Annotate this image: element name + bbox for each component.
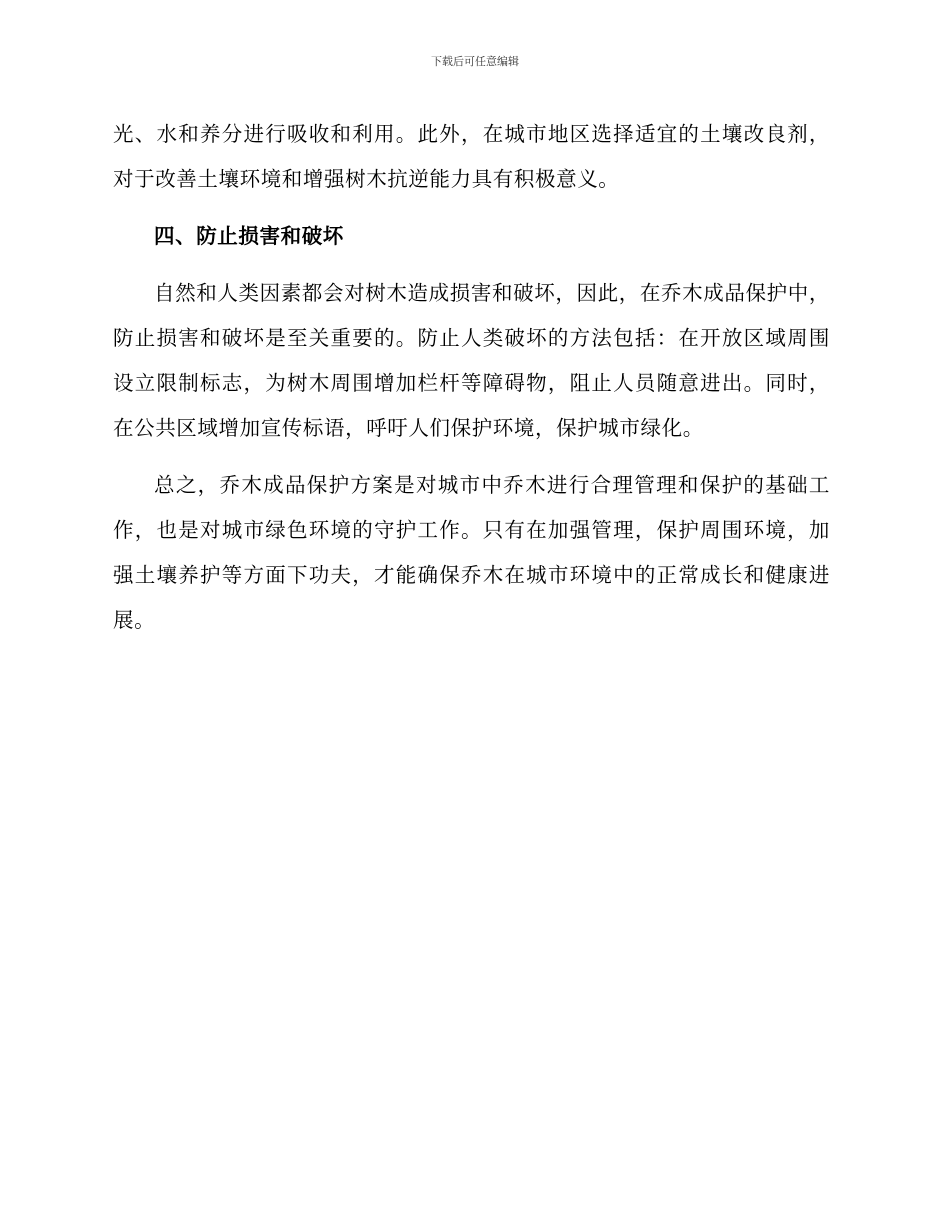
paragraph-conclusion: 总之，乔木成品保护方案是对城市中乔木进行合理管理和保护的基础工作，也是对城市绿色环境的守护工作。只有在加强管理，保护周围环境，加强土壤养护等方面下功夫，才能确保乔木在城市环境中的正常成长和健康进展。 — [113, 473, 830, 632]
document-body — [113, 112, 830, 643]
paragraph-damage-prevention: 自然和人类因素都会对树木造成损害和破坏，因此，在乔木成品保护中，防止损害和破坏是至关重要的。防止人类破坏的方法包括：在开放区域周围设立限制标志，为树木周围增加栏杆等障碍物，阻止人员随意进出。同时，在公共区域增加宣传标语，呼吁人们保护环境，保护城市绿化。 — [113, 281, 830, 440]
paragraph-soil-continued: 光、水和养分进行吸收和利用。此外，在城市地区选择适宜的土壤改良剂，对于改善土壤环境和增强树木抗逆能力具有积极意义。 — [113, 122, 830, 191]
page-header: 下载后可任意编辑 — [431, 55, 519, 68]
section-heading: 四、防止损害和破坏 — [154, 224, 344, 248]
